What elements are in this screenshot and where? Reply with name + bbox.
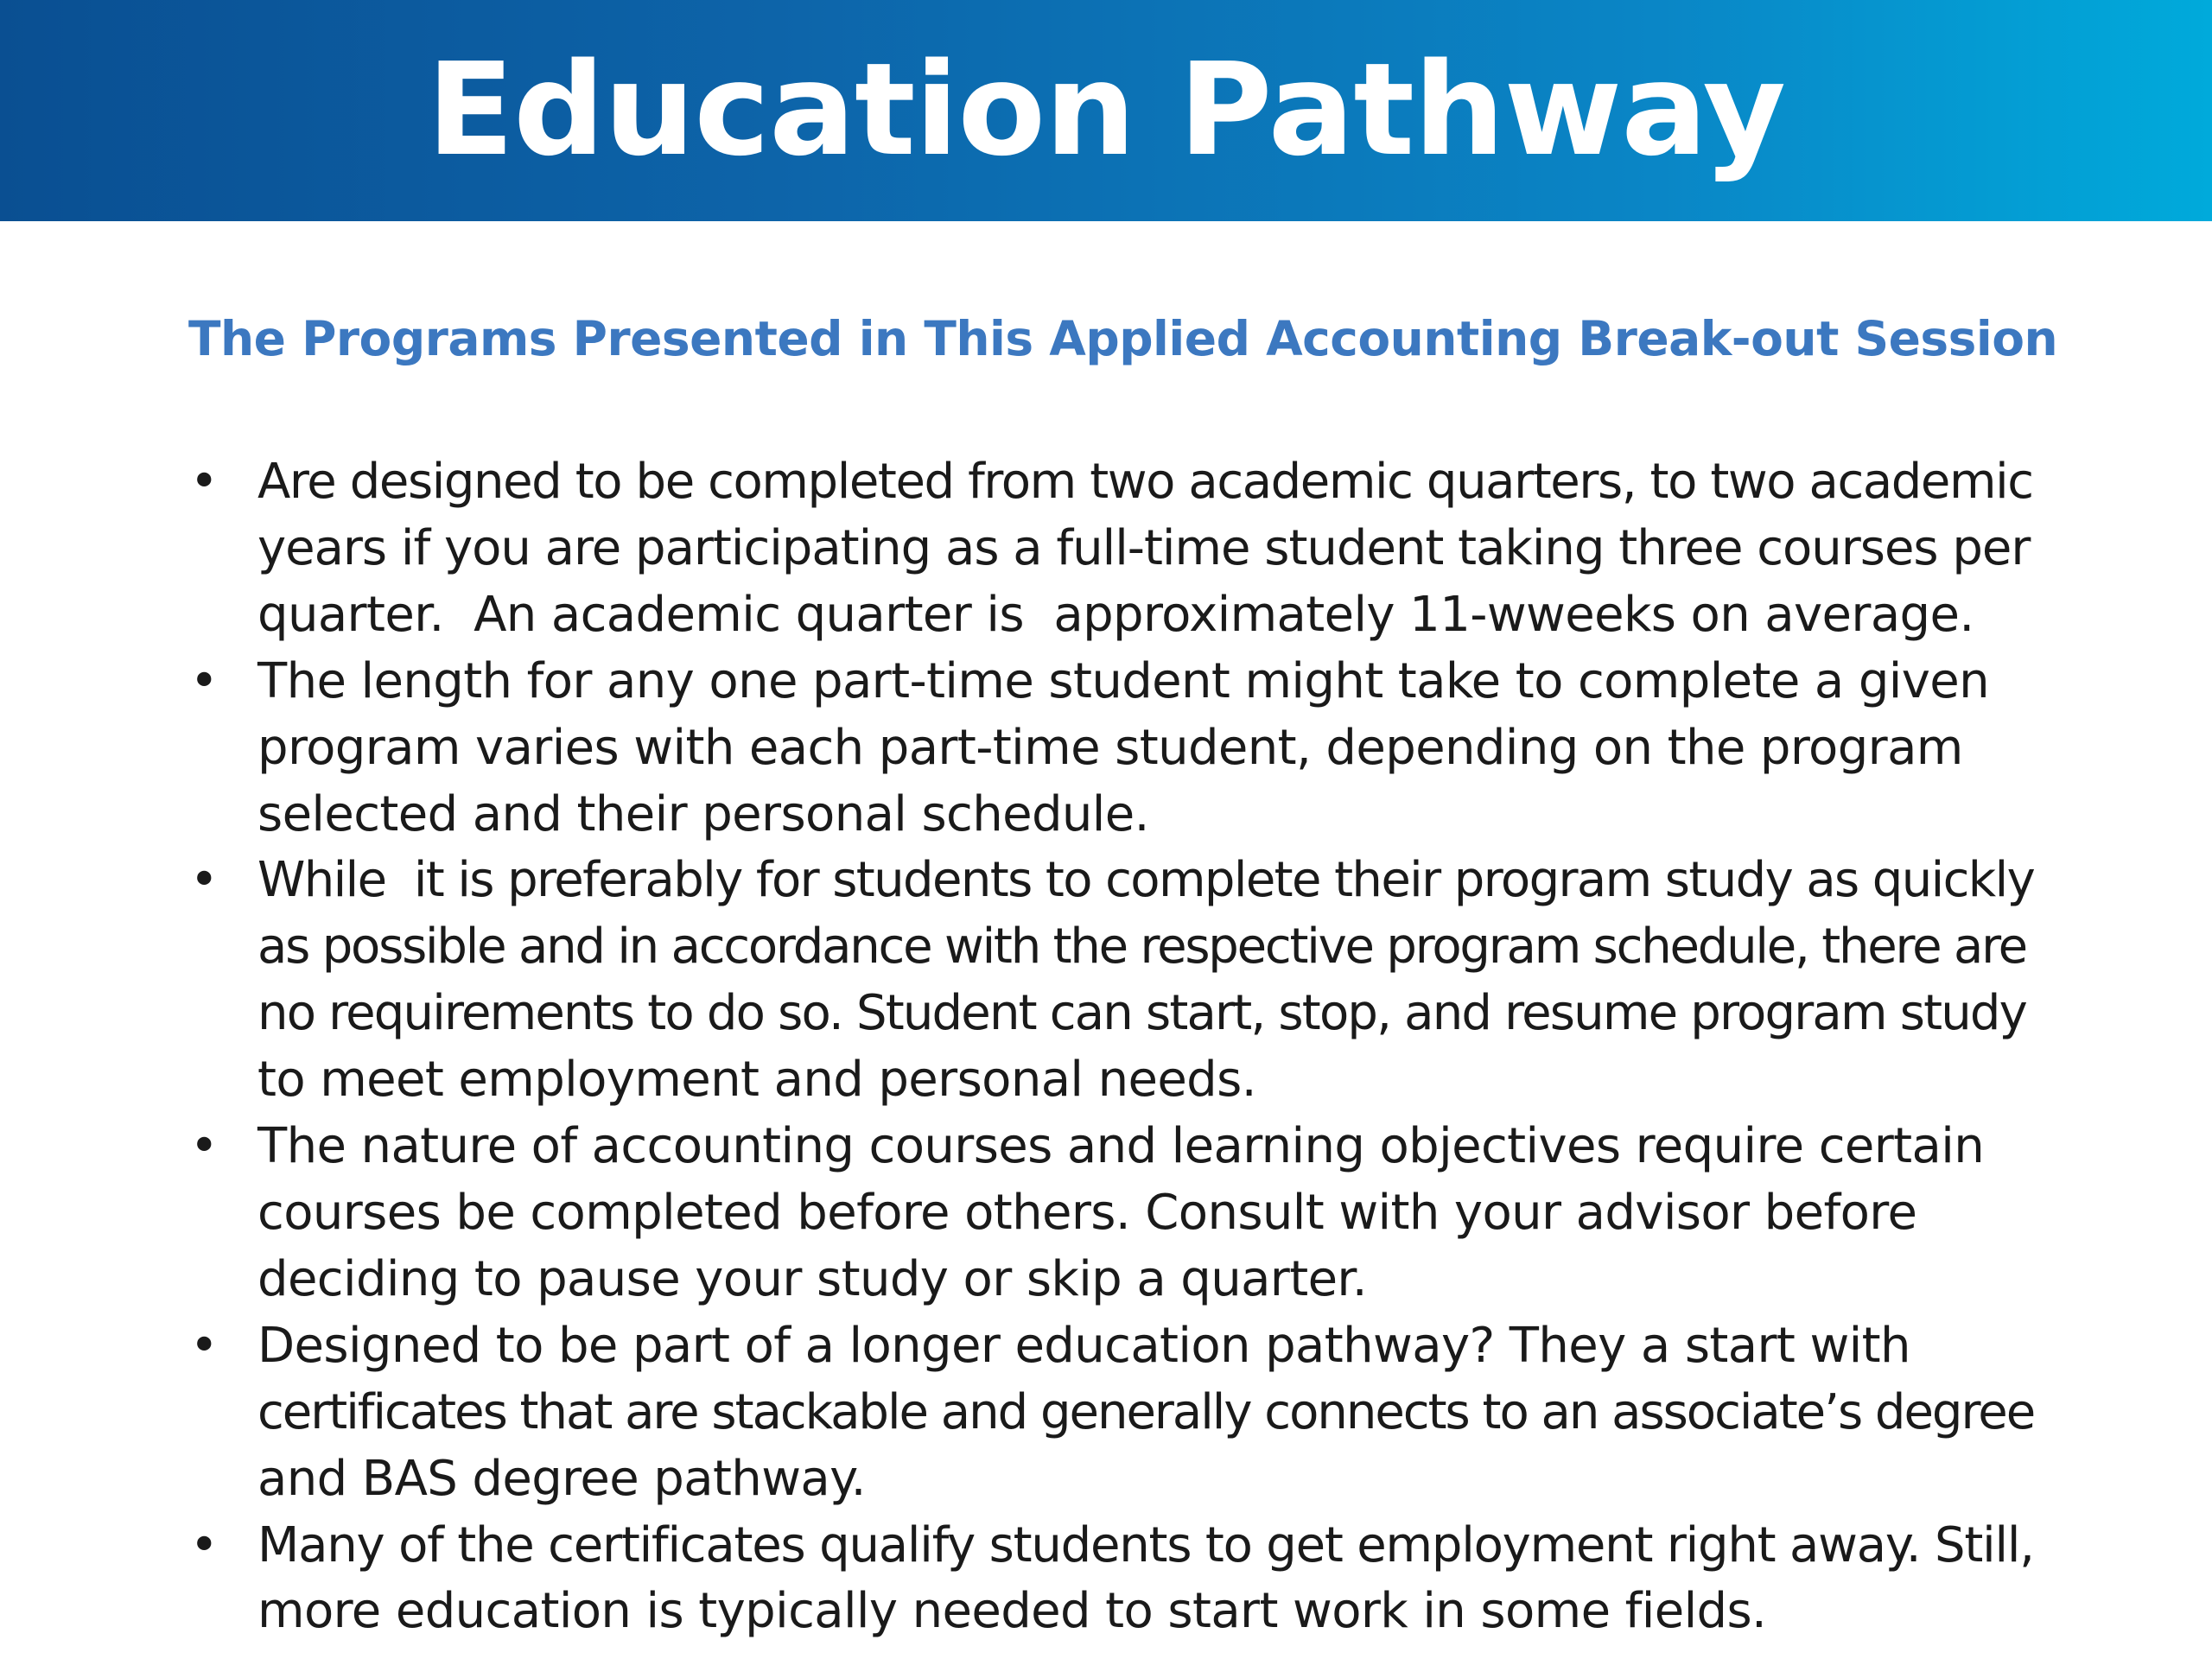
bullet-line: to meet employment and personal needs. xyxy=(257,1052,1256,1109)
bullet-line: as possible and in accordance with the respective program schedule, there are xyxy=(257,918,2026,976)
bullet-dot: • xyxy=(189,454,219,510)
bullet-line: The nature of accounting courses and learning objectives require certain xyxy=(257,1118,1985,1175)
bullet-line: While it is preferably for students to complete their program study as quickly xyxy=(257,852,2035,909)
slide-title: Education Pathway xyxy=(426,35,1786,184)
bullet-dot: • xyxy=(189,1118,219,1175)
bullet-line: and BAS degree pathway. xyxy=(257,1450,866,1507)
bullet-item xyxy=(189,649,2037,849)
bullet-line: no requirements to do so. Student can start, stop, and resume program study xyxy=(257,985,2027,1042)
bullet-line: Are designed to be completed from two academic quarters, to two academic xyxy=(257,454,2033,510)
bullet-item xyxy=(189,848,2037,1114)
slide-subtitle: The Programs Presented in This Applied Accounting Break-out Session xyxy=(188,311,2058,366)
bullet-dot: • xyxy=(189,852,219,909)
bullet-line: certificates that are stackable and generally connects to an associate’s degree xyxy=(257,1383,2035,1440)
bullet-line: more education is typically needed to start work in some fields. xyxy=(257,1583,1767,1640)
bullet-item xyxy=(189,1513,2037,1646)
bullet-line: quarter. An academic quarter is approximately 11-wweeks on average. xyxy=(257,586,1974,643)
bullet-dot: • xyxy=(189,652,219,709)
bullet-line: selected and their personal schedule. xyxy=(257,785,1149,842)
bullet-item xyxy=(189,1114,2037,1313)
bullet-line: program varies with each part-time student, depending on the program xyxy=(257,719,1963,776)
bullet-line: courses be completed before others. Consult with your advisor before xyxy=(257,1184,1917,1241)
bullet-dot: • xyxy=(189,1317,219,1374)
bullet-line: years if you are participating as a full-time student taking three courses per xyxy=(257,519,2031,576)
bullet-line: deciding to pause your study or skip a quarter. xyxy=(257,1250,1367,1307)
bullet-dot: • xyxy=(189,1516,219,1573)
bullet-item xyxy=(189,1313,2037,1513)
bullet-line: Many of the certificates qualify students to get employment right away. Still, xyxy=(257,1516,2034,1573)
bullet-line: The length for any one part-time student might take to complete a given xyxy=(257,652,1990,709)
bullet-list xyxy=(189,449,2037,1645)
bullet-line: Designed to be part of a longer education pathway? They a start with xyxy=(257,1317,1910,1374)
bullet-item xyxy=(189,449,2037,649)
